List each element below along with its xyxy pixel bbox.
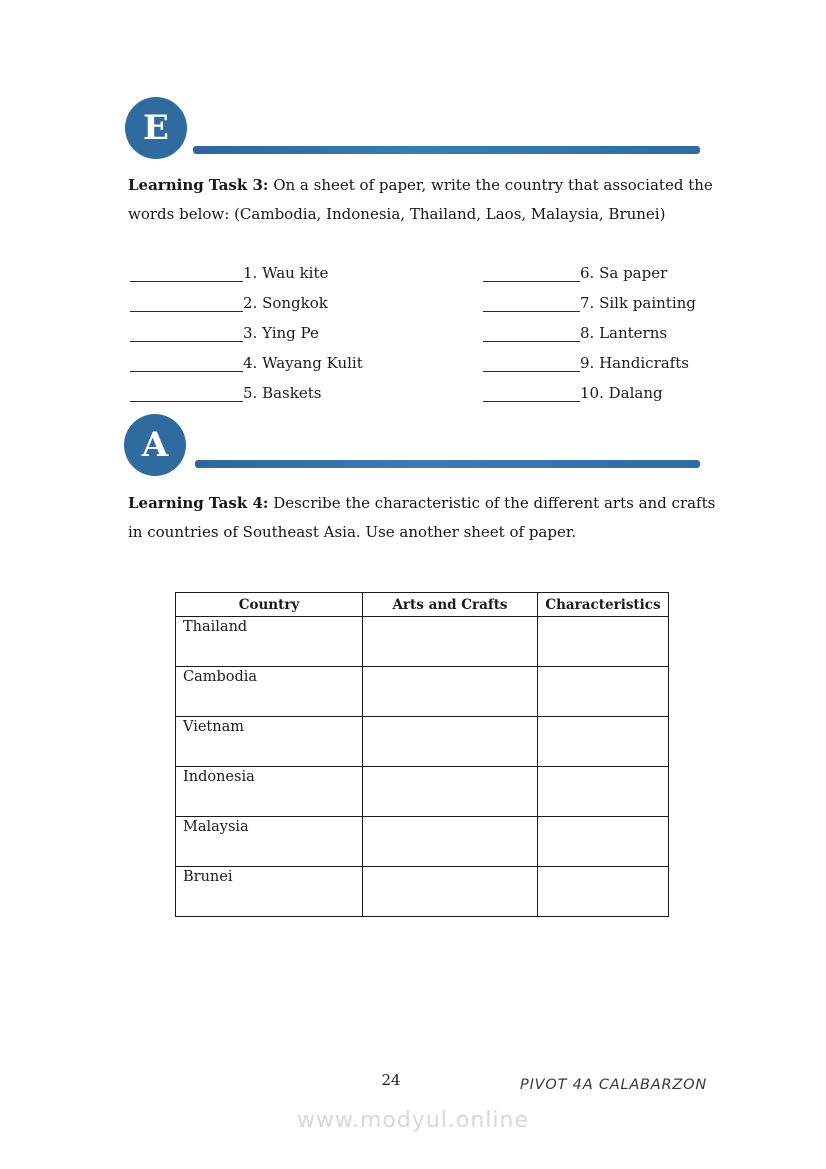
list-item — [483, 348, 696, 378]
arts-cell-empty — [363, 767, 538, 817]
list-item-label: 1. Wau kite — [243, 264, 329, 282]
answer-list-left — [130, 258, 363, 408]
table-row — [176, 667, 669, 717]
arts-cell-empty — [363, 817, 538, 867]
answer-blank — [483, 290, 580, 312]
list-item-label: 6. Sa paper — [580, 264, 668, 282]
characteristics-cell-empty — [538, 867, 669, 917]
answer-list-right — [483, 258, 696, 408]
header-country: Country — [176, 593, 363, 617]
list-item-label: 2. Songkok — [243, 294, 328, 312]
section-rule-a — [195, 460, 700, 468]
answer-blank — [130, 350, 243, 372]
characteristics-cell-empty — [538, 667, 669, 717]
list-item-label: 4. Wayang Kulit — [243, 354, 363, 372]
characteristics-cell-empty — [538, 617, 669, 667]
characteristics-cell-empty — [538, 767, 669, 817]
section-badge-e: E — [125, 97, 187, 159]
country-cell: Indonesia — [176, 767, 363, 817]
header-arts-and-crafts: Arts and Crafts — [363, 593, 538, 617]
learning-task-4-instructions: Describe the characteristic of the different arts and crafts in countries of Southeast Asia. Use another sheet of paper. — [128, 494, 716, 541]
section-badge-a: A — [124, 414, 186, 476]
country-cell: Vietnam — [176, 717, 363, 767]
list-item — [483, 288, 696, 318]
country-cell: Malaysia — [176, 817, 363, 867]
header-characteristics: Characteristics — [538, 593, 669, 617]
list-item-label: 3. Ying Pe — [243, 324, 319, 342]
arts-crafts-table — [175, 592, 669, 917]
country-cell: Cambodia — [176, 667, 363, 717]
table-row — [176, 617, 669, 667]
arts-cell-empty — [363, 717, 538, 767]
answer-blank — [483, 320, 580, 342]
answer-blank — [130, 290, 243, 312]
answer-blank — [483, 350, 580, 372]
list-item-label: 8. Lanterns — [580, 324, 668, 342]
list-item-label: 9. Handicrafts — [580, 354, 689, 372]
country-cell: Thailand — [176, 617, 363, 667]
table-row — [176, 867, 669, 917]
characteristics-cell-empty — [538, 717, 669, 767]
learning-task-3-instructions: On a sheet of paper, write the country that associated the words below: (Cambodia, Indonesia, Thailand, Laos, Malaysia, Brunei) — [128, 176, 713, 223]
list-item — [483, 378, 696, 408]
list-item-label: 7. Silk painting — [580, 294, 696, 312]
answer-blank — [130, 320, 243, 342]
learning-task-3-label: Learning Task 3: — [128, 176, 269, 194]
learning-task-3-paragraph — [128, 171, 714, 228]
arts-cell-empty — [363, 867, 538, 917]
list-item — [483, 318, 696, 348]
arts-cell-empty — [363, 617, 538, 667]
list-item — [130, 318, 363, 348]
country-cell: Brunei — [176, 867, 363, 917]
learning-task-4-label: Learning Task 4: — [128, 494, 269, 512]
section-rule-e — [193, 146, 700, 154]
list-item — [483, 258, 696, 288]
table-row — [176, 717, 669, 767]
list-item — [130, 288, 363, 318]
arts-cell-empty — [363, 667, 538, 717]
page-number: 24 — [381, 1071, 401, 1089]
footer-brand: PIVOT 4A CALABARZON — [520, 1077, 707, 1093]
answer-blank — [130, 260, 243, 282]
list-item — [130, 258, 363, 288]
learning-task-4-paragraph — [128, 489, 728, 546]
table-row — [176, 767, 669, 817]
list-item-label: 10. Dalang — [580, 384, 663, 402]
list-item-label: 5. Baskets — [243, 384, 322, 402]
answer-blank — [130, 380, 243, 402]
characteristics-cell-empty — [538, 817, 669, 867]
answer-blank — [483, 380, 580, 402]
list-item — [130, 378, 363, 408]
table-header-row — [176, 593, 669, 617]
watermark-text: www.modyul.online — [297, 1108, 529, 1133]
table-row — [176, 817, 669, 867]
answer-blank — [483, 260, 580, 282]
list-item — [130, 348, 363, 378]
